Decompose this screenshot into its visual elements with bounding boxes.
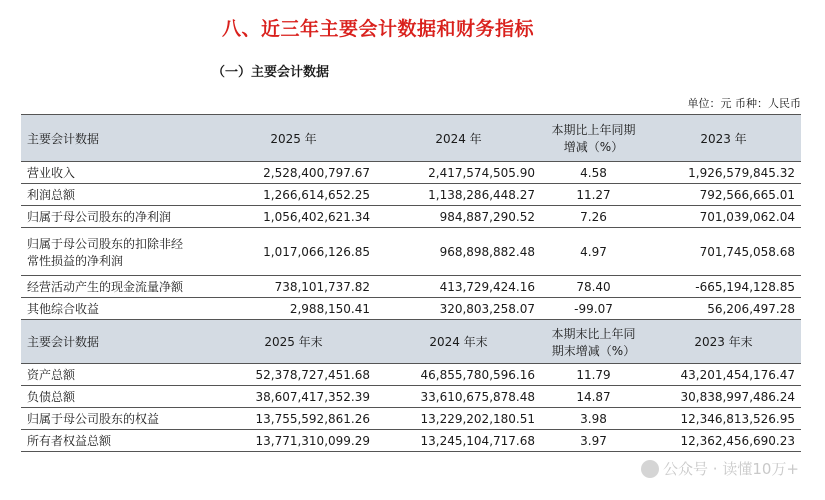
value-cell: 56,206,497.28 — [646, 298, 801, 320]
header-cell: 主要会计数据 — [21, 115, 211, 162]
value-cell: 3.98 — [541, 408, 646, 430]
accounting-data-table — [21, 114, 801, 452]
unit-note: 单位：元 币种：人民币 — [687, 97, 801, 110]
value-cell: 1,017,066,126.85 — [211, 228, 376, 276]
header-cell: 2023 年 — [646, 115, 801, 162]
value-cell: 1,056,402,621.34 — [211, 206, 376, 228]
value-cell: 13,229,202,180.51 — [376, 408, 541, 430]
value-cell: 13,771,310,099.29 — [211, 430, 376, 452]
value-cell: 43,201,454,176.47 — [646, 364, 801, 386]
value-cell: -99.07 — [541, 298, 646, 320]
watermark-text: 公众号 · 读懂10万+ — [663, 460, 799, 478]
value-cell: 701,745,058.68 — [646, 228, 801, 276]
table-row — [21, 228, 801, 276]
value-cell: 52,378,727,451.68 — [211, 364, 376, 386]
value-cell: 968,898,882.48 — [376, 228, 541, 276]
subsection-title: （一）主要会计数据 — [212, 65, 330, 80]
value-cell: 984,887,290.52 — [376, 206, 541, 228]
value-cell: 2,417,574,505.90 — [376, 162, 541, 184]
value-cell: 320,803,258.07 — [376, 298, 541, 320]
value-cell: 1,266,614,652.25 — [211, 184, 376, 206]
header-cell: 2023 年末 — [646, 320, 801, 364]
table-row — [21, 162, 801, 184]
value-cell: 33,610,675,878.48 — [376, 386, 541, 408]
section-title: 八、近三年主要会计数据和财务指标 — [222, 18, 535, 40]
header-cell: 2025 年末 — [211, 320, 376, 364]
table-row — [21, 386, 801, 408]
row-label: 资产总额 — [21, 364, 211, 386]
table-row — [21, 184, 801, 206]
table-header-row — [21, 115, 801, 162]
value-cell: 46,855,780,596.16 — [376, 364, 541, 386]
row-label: 营业收入 — [21, 162, 211, 184]
value-cell: 13,245,104,717.68 — [376, 430, 541, 452]
value-cell: 11.27 — [541, 184, 646, 206]
row-label: 归属于母公司股东的净利润 — [21, 206, 211, 228]
row-label: 利润总额 — [21, 184, 211, 206]
value-cell: 792,566,665.01 — [646, 184, 801, 206]
row-label: 所有者权益总额 — [21, 430, 211, 452]
value-cell: 738,101,737.82 — [211, 276, 376, 298]
row-label: 其他综合收益 — [21, 298, 211, 320]
header-cell: 2024 年末 — [376, 320, 541, 364]
value-cell: 78.40 — [541, 276, 646, 298]
table-row — [21, 364, 801, 386]
row-label: 负债总额 — [21, 386, 211, 408]
table-header-row — [21, 320, 801, 364]
value-cell: 701,039,062.04 — [646, 206, 801, 228]
table-row — [21, 408, 801, 430]
table-row — [21, 276, 801, 298]
header-cell: 本期比上年同期 增减（%） — [541, 115, 646, 162]
row-label: 归属于母公司股东的扣除非经 常性损益的净利润 — [21, 228, 211, 276]
header-cell: 主要会计数据 — [21, 320, 211, 364]
watermark — [641, 458, 799, 479]
value-cell: 4.58 — [541, 162, 646, 184]
wechat-icon — [641, 460, 659, 478]
value-cell: 13,755,592,861.26 — [211, 408, 376, 430]
value-cell: 14.87 — [541, 386, 646, 408]
value-cell: -665,194,128.85 — [646, 276, 801, 298]
value-cell: 12,346,813,526.95 — [646, 408, 801, 430]
table-row — [21, 430, 801, 452]
value-cell: 2,528,400,797.67 — [211, 162, 376, 184]
header-cell: 本期末比上年同 期末增减（%） — [541, 320, 646, 364]
table-row — [21, 206, 801, 228]
value-cell: 1,926,579,845.32 — [646, 162, 801, 184]
value-cell: 3.97 — [541, 430, 646, 452]
row-label: 经营活动产生的现金流量净额 — [21, 276, 211, 298]
value-cell: 30,838,997,486.24 — [646, 386, 801, 408]
value-cell: 413,729,424.16 — [376, 276, 541, 298]
value-cell: 7.26 — [541, 206, 646, 228]
header-cell: 2024 年 — [376, 115, 541, 162]
row-label: 归属于母公司股东的权益 — [21, 408, 211, 430]
value-cell: 1,138,286,448.27 — [376, 184, 541, 206]
value-cell: 12,362,456,690.23 — [646, 430, 801, 452]
value-cell: 2,988,150.41 — [211, 298, 376, 320]
value-cell: 4.97 — [541, 228, 646, 276]
table-row — [21, 298, 801, 320]
header-cell: 2025 年 — [211, 115, 376, 162]
value-cell: 38,607,417,352.39 — [211, 386, 376, 408]
value-cell: 11.79 — [541, 364, 646, 386]
